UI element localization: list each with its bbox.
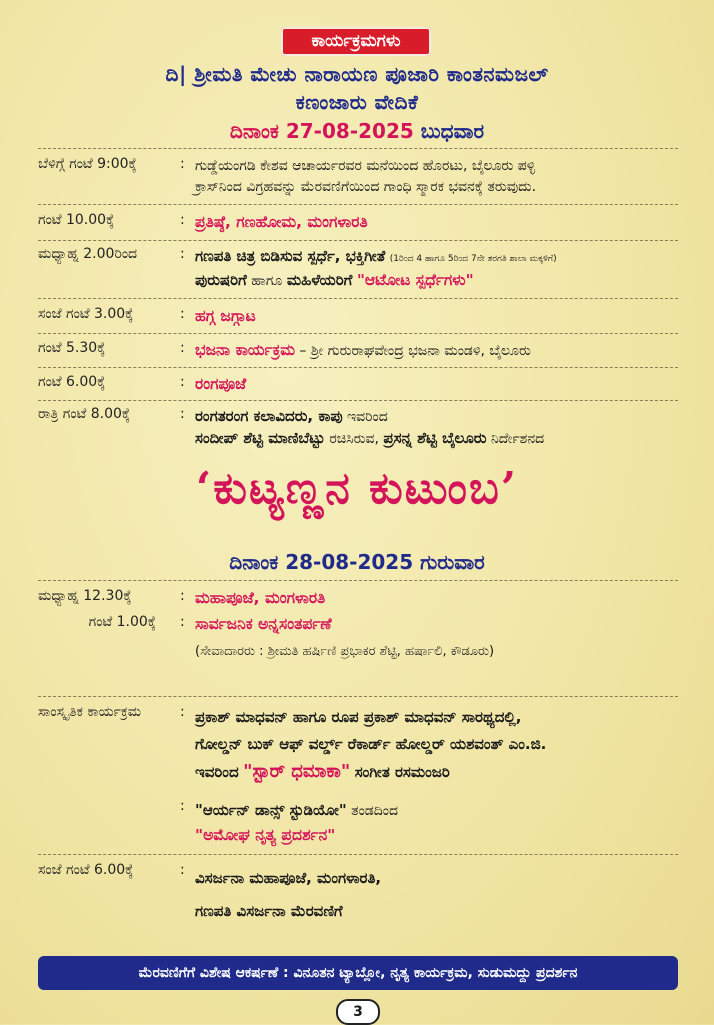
- row-content: [195, 406, 685, 450]
- by-text: ಇವರಿಂದ: [347, 409, 388, 425]
- bhajan-text: ಭಜನಾ ಕಾರ್ಯಕ್ರಮ: [195, 341, 295, 359]
- row-line: ಮಹಾಪೂಜೆ, ಮಂಗಳಾರತಿ: [195, 589, 326, 607]
- row-line: [195, 798, 685, 823]
- class-note: (1ರಿಂದ 4 ಹಾಗೂ 5ರಿಂದ 7ನೇ ತರಗತಿ ಶಾಲಾ ಮಕ್ಕಳಿಗೆ): [389, 254, 557, 264]
- star-dhamaka-text: "ಸ್ಟಾರ್ ಧಮಾಕಾ": [243, 761, 351, 782]
- row-time: ಮಧ್ಯಾಹ್ನ 2.00ರಿಂದ: [38, 246, 138, 262]
- row-colon: :: [180, 862, 185, 878]
- row-content: [195, 614, 685, 662]
- venue-title-line-2: ಕಣಂಜಾರು ವೇದಿಕೆ: [295, 90, 419, 114]
- troupe-text: ರಂಗತರಂಗ ಕಲಾವಿದರು, ಕಾಪು: [195, 407, 343, 425]
- divider: [38, 696, 678, 697]
- row-content: [195, 212, 685, 233]
- row-content: [195, 306, 685, 327]
- row-content: [195, 798, 685, 847]
- row-time: ಗಂಟೆ 6.00ಕ್ಕೆ: [38, 374, 106, 390]
- row-content: [195, 588, 685, 609]
- row-colon: :: [180, 406, 185, 422]
- day2-date: [0, 550, 714, 574]
- row-line: [195, 428, 685, 450]
- venue-title-line-1: ದಿ| ಶ್ರೀಮತಿ ಮೇಚು ನಾರಾಯಣ ಪೂಜಾರಿ ಕಾಂತನಮಜಲ್: [165, 62, 549, 86]
- day1-date: [0, 119, 714, 143]
- row-time: ಮಧ್ಯಾಹ್ನ 12.30ಕ್ಕೆ: [38, 588, 132, 604]
- row-content: [195, 704, 685, 787]
- divider: [38, 400, 678, 401]
- row-line: ಸಾರ್ವಜನಿಕ ಅನ್ನಸಂತರ್ಪಣೆ: [195, 615, 332, 633]
- row-content: [195, 246, 685, 292]
- row-colon: :: [180, 156, 185, 172]
- page-number: 3: [336, 999, 380, 1025]
- row-line: ಗಣಪತಿ ವಿಸರ್ಜನಾ ಮೆರವಣಿಗೆ: [195, 902, 343, 920]
- row-line: [195, 406, 685, 428]
- divider: [38, 854, 678, 855]
- by-text: ಇವರಿಂದ: [195, 763, 239, 781]
- row-colon: :: [180, 798, 185, 814]
- row-time: ಗಂಟೆ 10.00ಕ್ಕೆ: [38, 212, 115, 228]
- competition-text: ಗಣಪತಿ ಚಿತ್ರ ಬಿಡಿಸುವ ಸ್ಪರ್ಧೆ, ಭಕ್ತಿಗೀತೆ: [195, 247, 386, 265]
- day1-date-text: ದಿನಾಂಕ 27-08-2025: [229, 119, 414, 143]
- row-content: [195, 340, 685, 362]
- row-colon: :: [180, 374, 185, 390]
- row-time: ರಾತ್ರಿ ಗಂಟೆ 8.00ಕ್ಕೆ: [38, 406, 131, 422]
- divider: [38, 367, 678, 368]
- bhajan-group: – ಶ್ರೀ ಗುರುರಾಘವೇಂದ್ರ ಭಜನಾ ಮಂಡಳಿ, ಬೈಲೂರು: [299, 343, 531, 359]
- row-line: ರಂಗಪೂಜೆ: [195, 375, 247, 393]
- women-text: ಮಹಿಳೆಯರಿಗೆ: [286, 271, 353, 289]
- row-content: [195, 862, 685, 928]
- row-line: ಹಗ್ಗ ಜಗ್ಗಾಟ: [195, 307, 256, 325]
- divider: [38, 148, 678, 149]
- row-line: [195, 270, 685, 292]
- row-line: ಗುಡ್ಡೆಯಂಗಡಿ ಕೇಶವ ಆಚಾರ್ಯರವರ ಮನೆಯಿಂದ ಹೊರಟು, ಬೈಲೂರು ಪಳ್ಳಿ: [195, 158, 536, 174]
- director-text: ಪ್ರಸನ್ನ ಶೆಟ್ಟಿ ಬೈಲೂರು: [383, 429, 487, 447]
- row-colon: :: [180, 306, 185, 322]
- day1-weekday: ಬುಧವಾರ: [420, 119, 485, 143]
- procession-attraction-banner: ಮೆರವಣಿಗೆಗೆ ವಿಶೇಷ ಆಕರ್ಷಣೆ : ವಿನೂತನ ಟ್ಯಾಬ್ಲೋ, ನೃತ್ಯ ಕಾರ್ಯಕ್ರಮ, ಸುಡುಮದ್ದು ಪ್ರದರ್ಶನ: [38, 956, 678, 990]
- directed-text: ನಿರ್ದೇಶನದ: [490, 431, 545, 447]
- row-time: ಗಂಟೆ 1.00ಕ್ಕೆ: [88, 614, 156, 630]
- day2-weekday: ಗುರುವಾರ: [420, 550, 485, 574]
- drama-title: ‘ಕುಟ್ಯಣ್ಣನ ಕುಟುಂಬ’: [195, 463, 519, 514]
- divider: [38, 333, 678, 334]
- music-text: ಸಂಗೀತ ರಸಮಂಜರಿ: [354, 763, 450, 781]
- row-line: ಕ್ರಾಸ್‌ನಿಂದ ವಿಗ್ರಹವನ್ನು ಮೆರವಣಿಗೆಯಿಂದ ಗಾಂಧಿ ಸ್ಮಾರಕ ಭವನಕ್ಕೆ ತರುವುದು.: [195, 179, 537, 195]
- men-text: ಪುರುಷರಿಗೆ: [195, 271, 247, 289]
- written-text: ರಚಿಸಿರುವ,: [329, 431, 379, 447]
- row-line: (ಸೇವಾದಾರರು : ಶ್ರೀಮತಿ ಹರ್ಷಿಣಿ ಪ್ರಭಾಕರ ಶೆಟ್ಟಿ, ಹರ್ಷಾಲಿ, ಕೌಡೂರು): [195, 644, 495, 659]
- programs-badge: ಕಾರ್ಯಕ್ರಮಗಳು: [281, 27, 431, 56]
- and-text: ಹಾಗೂ: [251, 273, 283, 289]
- row-content: [195, 374, 685, 395]
- row-line: [195, 340, 685, 362]
- dance-performance-text: "ಅಮೋಘ ನೃತ್ಯ ಪ್ರದರ್ಶನ": [195, 826, 336, 844]
- row-colon: :: [180, 340, 185, 356]
- row-colon: :: [180, 588, 185, 604]
- row-line: ಗೋಲ್ಡನ್ ಬುಕ್ ಆಫ್ ವರ್ಲ್ಡ್ ರೆಕಾರ್ಡ್ ಹೋಲ್ಡರ್ ಯಶವಂತ್ ಎಂ.ಜಿ.: [195, 735, 547, 753]
- troupe-by-text: ತಂಡದಿಂದ: [351, 803, 398, 819]
- row-colon: :: [180, 212, 185, 228]
- row-line: ಪ್ರತಿಷ್ಠೆ, ಗಣಹೋಮ, ಮಂಗಳಾರತಿ: [195, 213, 368, 231]
- row-line: ಪ್ರಕಾಶ್ ಮಾಧವನ್ ಹಾಗೂ ರೂಪ ಪ್ರಕಾಶ್ ಮಾಧವನ್ ಸಾರಥ್ಯದಲ್ಲಿ,: [195, 708, 522, 726]
- divider: [38, 240, 678, 241]
- row-line: ವಿಸರ್ಜನಾ ಮಹಾಪೂಜೆ, ಮಂಗಳಾರತಿ,: [195, 869, 382, 887]
- dance-studio-text: "ಆರ್ಯನ್ ಡಾನ್ಸ್ ಸ್ಟುಡಿಯೋ": [195, 801, 347, 819]
- row-time: ಬೆಳಿಗ್ಗೆ ಗಂಟೆ 9:00ಕ್ಕೆ: [38, 156, 137, 172]
- row-time: ಸಂಜೆ ಗಂಟೆ 6.00ಕ್ಕೆ: [38, 862, 134, 878]
- row-colon: :: [180, 246, 185, 262]
- row-line: [195, 246, 685, 270]
- row-line: [195, 758, 685, 787]
- divider: [38, 298, 678, 299]
- row-content: [195, 156, 685, 198]
- writer-text: ಸಂದೀಪ್ ಶೆಟ್ಟಿ ಮಾಣಿಬೆಟ್ಟು: [195, 429, 325, 447]
- day2-date-text: ದಿನಾಂಕ 28-08-2025: [229, 550, 414, 574]
- row-time: ಸಾಂಸ್ಕೃತಿಕ ಕಾರ್ಯಕ್ರಮ: [38, 704, 142, 720]
- row-time: ಸಂಜೆ ಗಂಟೆ 3.00ಕ್ಕೆ: [38, 306, 134, 322]
- divider: [38, 204, 678, 205]
- row-time: ಗಂಟೆ 5.30ಕ್ಕೆ: [38, 340, 106, 356]
- divider: [38, 580, 678, 581]
- sports-text: "ಆಟೋಟ ಸ್ಪರ್ಧೆಗಳು": [356, 271, 474, 289]
- row-colon: :: [180, 704, 185, 720]
- row-colon: :: [180, 614, 185, 630]
